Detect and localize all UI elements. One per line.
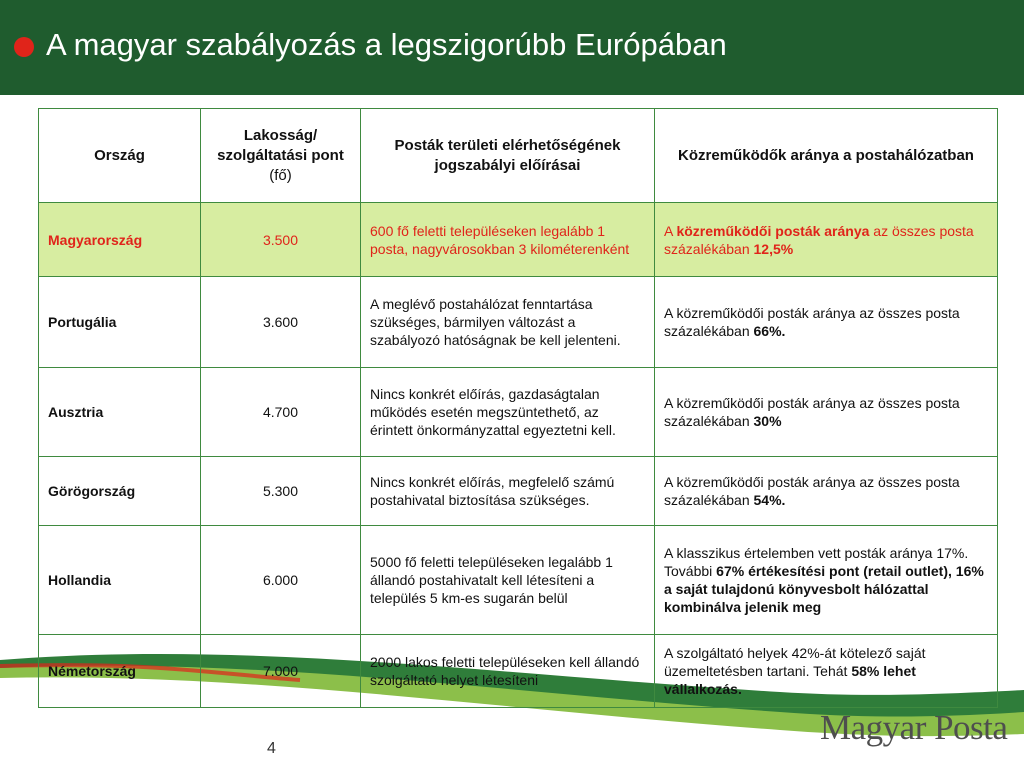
country-cell: Hollandia xyxy=(39,526,201,635)
table-row xyxy=(39,526,998,635)
requirement-cell: 2000 lakos feletti településeken kell állandó szolgáltató helyet létesíteni xyxy=(361,635,655,708)
red-bullet-icon xyxy=(14,37,34,57)
table-row xyxy=(39,635,998,708)
ratio-highlight: 67% értékesítési pont (retail outlet), 16% a saját tulajdonú könyvesbolt hálózattal kombinálva jelenik meg xyxy=(664,563,984,615)
ratio-cell xyxy=(655,277,998,368)
ratio-text: A klasszikus értelemben vett posták aránya 17%. További xyxy=(664,545,969,579)
header-requirements: Posták területi elérhetőségének jogszabályi előírásai xyxy=(361,109,655,203)
header-population xyxy=(201,109,361,203)
country-cell: Ausztria xyxy=(39,368,201,457)
ratio-text: A közreműködői posták aránya az összes posta százalékában xyxy=(664,305,960,339)
requirement-cell: Nincs konkrét előírás, megfelelő számú postahivatal biztosítása szükséges. xyxy=(361,457,655,526)
header-population-label: Lakosság/ szolgáltatási pont xyxy=(217,126,344,164)
table-row xyxy=(39,368,998,457)
ratio-highlight: 58% lehet vállalkozás. xyxy=(664,663,916,697)
requirement-cell: 5000 fő feletti településeken legalább 1 állandó postahivatalt kell létesíteni a település 5 km-es sugarán belül xyxy=(361,526,655,635)
country-cell: Portugália xyxy=(39,277,201,368)
table-row xyxy=(39,203,998,277)
country-cell: Magyarország xyxy=(39,203,201,277)
ratio-cell xyxy=(655,526,998,635)
magyar-posta-logo: Magyar Posta xyxy=(820,708,1008,747)
requirement-cell: 600 fő feletti településeken legalább 1 posta, nagyvárosokban 3 kilométerenként xyxy=(361,203,655,277)
page-number: 4 xyxy=(267,740,276,757)
population-cell: 7.000 xyxy=(201,635,361,708)
ratio-cell xyxy=(655,457,998,526)
table-body xyxy=(39,203,998,708)
table-row xyxy=(39,277,998,368)
ratio-cell xyxy=(655,635,998,708)
population-cell: 6.000 xyxy=(201,526,361,635)
ratio-highlight: közreműködői posták aránya xyxy=(676,222,870,239)
country-cell: Németország xyxy=(39,635,201,708)
table-header-row xyxy=(39,109,998,203)
ratio-highlight: 66%. xyxy=(753,323,786,339)
title-bar xyxy=(0,0,1024,95)
ratio-cell xyxy=(655,203,998,277)
ratio-highlight: 12,5% xyxy=(753,240,794,257)
population-cell: 3.600 xyxy=(201,277,361,368)
population-cell: 3.500 xyxy=(201,203,361,277)
requirement-cell: Nincs konkrét előírás, gazdaságtalan működés esetén megszüntethető, az érintett önkormányzattal egyeztetni kell. xyxy=(361,368,655,457)
ratio-highlight: 54%. xyxy=(753,492,786,508)
ratio-text: A szolgáltató helyek 42%-át kötelező saját üzemeltetésben tartani. Tehát xyxy=(664,645,926,679)
population-cell: 5.300 xyxy=(201,457,361,526)
ratio-highlight: 30% xyxy=(753,413,782,429)
ratio-text: A közreműködői posták aránya az összes posta százalékában xyxy=(664,395,960,429)
ratio-text: A xyxy=(664,222,677,239)
ratio-text: az összes posta százalékában xyxy=(664,222,974,257)
requirement-cell: A meglévő postahálózat fenntartása szükséges, bármilyen változást a szabályozó hatóságnak be kell jelenteni. xyxy=(361,277,655,368)
header-ratio: Közreműködők aránya a postahálózatban xyxy=(655,109,998,203)
population-cell: 4.700 xyxy=(201,368,361,457)
country-cell: Görögország xyxy=(39,457,201,526)
regulation-table xyxy=(38,108,998,708)
table-row xyxy=(39,457,998,526)
page-title: A magyar szabályozás a legszigorúbb Európában xyxy=(46,27,727,62)
header-country: Ország xyxy=(39,109,201,203)
ratio-text: A közreműködői posták aránya az összes posta százalékában xyxy=(664,474,960,508)
header-population-unit: (fő) xyxy=(269,166,292,184)
ratio-cell xyxy=(655,368,998,457)
